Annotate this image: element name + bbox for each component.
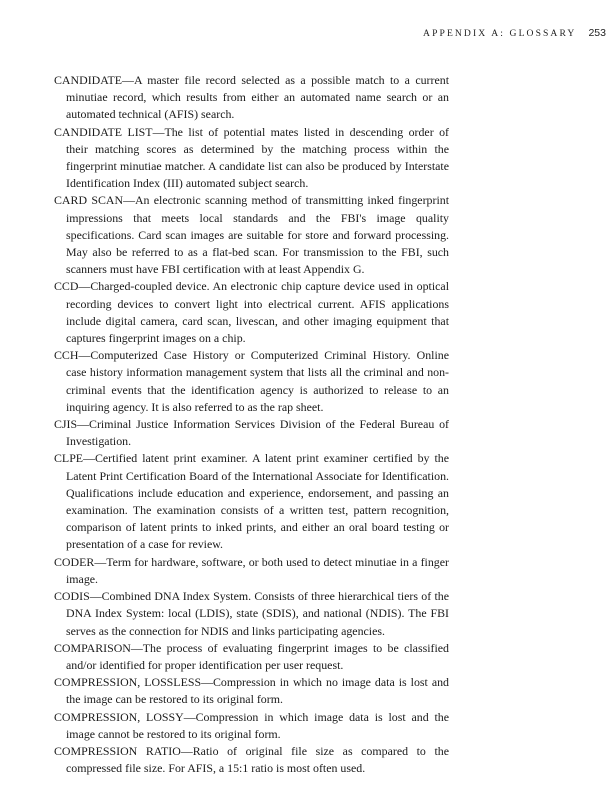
glossary-list <box>54 72 449 777</box>
entry-term: CJIS <box>54 417 78 432</box>
entry-definition: A master file record selected as a possible match to a current minutiae record, which results from either an automated name search or an automated technical (AFIS) search. <box>66 73 449 122</box>
entry-definition: Criminal Justice Information Services Division of the Federal Bureau of Investigation. <box>66 417 449 449</box>
entry-term: CCD <box>54 279 79 294</box>
entry-definition: Term for hardware, software, or both used to detect minutiae in a finger image. <box>66 554 449 586</box>
entry-term: CANDIDATE <box>54 73 123 87</box>
entry-definition: An electronic scanning method of transmitting inked fingerprint impressions that meets local standards and the FBI's image quality specifications. Card scan images are suitable for store and forward processing. May also be referred to as a flat-bed scan. For transmission to the FBI, such scanners must have FBI certification with at least Appendix G. <box>66 193 449 277</box>
entry-definition: Combined DNA Index System. Consists of three hierarchical tiers of the DNA Index System: local (LDIS), state (SDIS), and national (NDIS). The FBI serves as the connection for NDIS and links participating agencies. <box>66 589 449 638</box>
entry-term: CCH <box>54 348 79 363</box>
glossary-entry-cch: CCH—Computerized Case History or Computerized Criminal History. Online case history information management system that lists all the criminal and non-criminal events that the identification agency is authorized to release to an inquiring agency. It is also referred to as the rap sheet. <box>54 348 449 414</box>
glossary-entry-candidate-list: CANDIDATE LIST—The list of potential mates listed in descending order of their matching scores as determined by the matching process within the fingerprint minutiae matcher. A candidate list can also be produced by Interstate Identification Index (III) automated subject search. <box>54 124 449 191</box>
glossary-entry-ccd: CCD—Charged-coupled device. An electronic chip capture device used in optical recording devices to convert light into electrical current. AFIS applications include digital camera, card scan, livescan, and other imaging equipment that captures fingerprint images on a chip. <box>54 279 449 346</box>
glossary-entry-candidate: CANDIDATE—A master file record selected as a possible match to a current minutiae record, which results from either an automated name search or an automated technical (AFIS) search. <box>54 73 449 122</box>
entry-definition: Compression in which no image data is lost and the image can be restored to its original form. <box>66 675 449 707</box>
entry-term: CANDIDATE LIST <box>54 124 153 139</box>
entry-definition: Compression in which image data is lost and the image cannot be restored to its original form. <box>66 709 449 741</box>
glossary-entry-cjis: CJIS—Criminal Justice Information Services Division of the Federal Bureau of Investigation. <box>54 417 449 449</box>
glossary-entry-comparison: COMPARISON—The process of evaluating fingerprint images to be classified and/or identified for proper identification per user request. <box>54 640 449 672</box>
entry-term: COMPARISON <box>54 640 131 655</box>
glossary-entry-compression-ratio: COMPRESSION RATIO—Ratio of original file size as compared to the compressed file size. For AFIS, a 15:1 ratio is most often used. <box>54 743 449 776</box>
entry-definition: The process of evaluating fingerprint images to be classified and/or identified for proper identification per user request. <box>66 640 449 672</box>
page-number: 253 <box>588 27 606 39</box>
entry-definition: Computerized Case History or Computerized Criminal History. Online case history information management system that lists all the criminal and non-criminal events that the identification agency is authorized to release to an inquiring agency. It is also referred to as the rap sheet. <box>66 348 449 414</box>
entry-definition: Ratio of original file size as compared to the compressed file size. For AFIS, a 15:1 ratio is most often used. <box>66 743 449 776</box>
glossary-entry-clpe: CLPE—Certified latent print examiner. A latent print examiner certified by the Latent Print Certification Board of the International Associate for Identification. Qualifications include education and experience, endorsement, and passing an examination. The examination consists of a written test, pattern recognition, comparison of latent prints to inked prints, and either an oral board testing or presentation of a case for review. <box>54 451 449 552</box>
entry-definition: Charged-coupled device. An electronic chip capture device used in optical recording devices to convert light into electrical current. AFIS applications include digital camera, card scan, livescan, and other imaging equipment that captures fingerprint images on a chip. <box>66 279 449 346</box>
entry-definition: Certified latent print examiner. A latent print examiner certified by the Latent Print Certification Board of the International Associate for Identification. Qualifications include education and experience, endorsement, and passing an examination. The examination consists of a written test, pattern recognition, comparison of latent prints to inked prints, and either an oral board testing or presentation of a case for review. <box>66 451 449 552</box>
entry-term: CARD SCAN <box>54 193 124 208</box>
entry-definition: The list of potential mates listed in descending order of their matching scores as determined by the matching process within the fingerprint minutiae matcher. A candidate list can also be produced by Interstate Identification Index (III) automated subject search. <box>66 124 449 191</box>
glossary-entry-compression-lossy: COMPRESSION, LOSSY—Compression in which image data is lost and the image cannot be restored to its original form. <box>54 709 449 741</box>
entry-term: CODER <box>54 554 95 569</box>
running-header <box>423 27 606 39</box>
glossary-entry-codis: CODIS—Combined DNA Index System. Consists of three hierarchical tiers of the DNA Index System: local (LDIS), state (SDIS), and national (NDIS). The FBI serves as the connection for NDIS and links participating agencies. <box>54 589 449 638</box>
glossary-entry-compression-lossless: COMPRESSION, LOSSLESS—Compression in which no image data is lost and the image can be restored to its original form. <box>54 675 449 707</box>
entry-term: COMPRESSION, LOSSLESS <box>54 675 202 690</box>
entry-term: CODIS <box>54 589 90 604</box>
entry-term: COMPRESSION RATIO <box>54 743 181 758</box>
entry-term: CLPE <box>54 451 84 466</box>
glossary-entry-card-scan: CARD SCAN—An electronic scanning method of transmitting inked fingerprint impressions that meets local standards and the FBI's image quality specifications. Card scan images are suitable for store and forward processing. May also be referred to as a flat-bed scan. For transmission to the FBI, such scanners must have FBI certification with at least Appendix G. <box>54 193 449 277</box>
running-title: APPENDIX A: GLOSSARY <box>423 28 577 39</box>
entry-term: COMPRESSION, LOSSY <box>54 709 184 724</box>
glossary-entry-coder: CODER—Term for hardware, software, or both used to detect minutiae in a finger image. <box>54 554 449 586</box>
